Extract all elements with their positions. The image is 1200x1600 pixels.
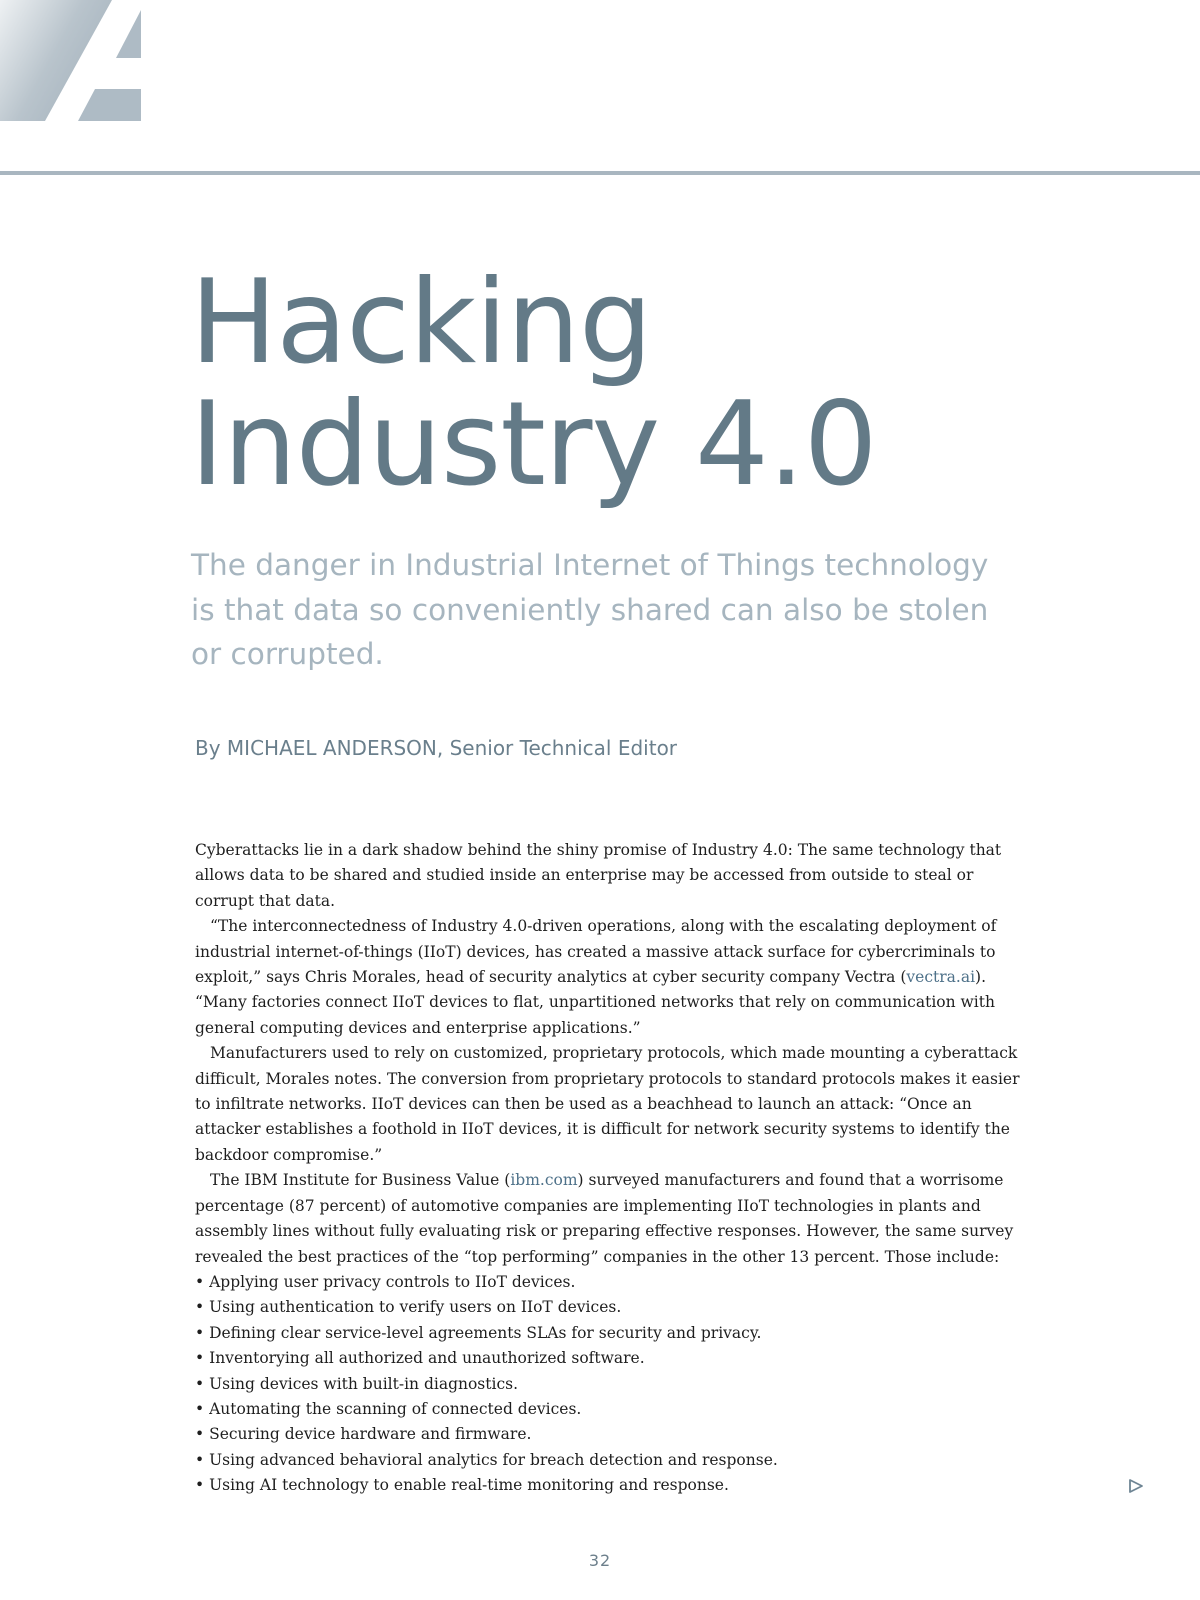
vectra-link[interactable]: vectra.ai (906, 968, 976, 987)
byline (195, 735, 677, 761)
next-page-triangle-icon[interactable] (1128, 1478, 1144, 1494)
header-rule (0, 171, 1200, 175)
ibm-link[interactable]: ibm.com (510, 1171, 578, 1190)
byline-role: Senior Technical Editor (443, 736, 678, 760)
title-line-2: Industry 4.0 (190, 377, 877, 512)
article-body (195, 838, 1035, 1499)
byline-prefix: By (195, 736, 227, 760)
article-title (190, 255, 877, 512)
article-subtitle: The danger in Industrial Internet of Things technology is that data so conveniently shared can also be stolen or corrupted. (191, 548, 989, 671)
best-practices-list (195, 1270, 1035, 1499)
list-item: • Applying user privacy controls to IIoT devices. (195, 1270, 1035, 1295)
byline-author: MICHAEL ANDERSON, (226, 736, 444, 760)
list-item: • Using authentication to verify users on IIoT devices. (195, 1295, 1035, 1320)
paragraph-4-text-b: ) surveyed manufacturers and found that a worrisome percentage (87 percent) of automotive companies are implementing IIoT technologies in plants and assembly lines without fully evaluating risk or preparing effective responses. However, the same survey revealed the best practices of the “top performing” companies in the other 13 percent. Those include: (195, 1171, 1014, 1266)
list-item: • Using devices with built-in diagnostics. (195, 1372, 1035, 1397)
list-item: • Automating the scanning of connected devices. (195, 1397, 1035, 1422)
paragraph-4 (195, 1168, 1035, 1270)
paragraph-4-text-a: The IBM Institute for Business Value ( (210, 1171, 511, 1190)
paragraph-3: Manufacturers used to rely on customized, proprietary protocols, which made mounting a cyberattack difficult, Morales notes. The conversion from proprietary protocols to standard protocols makes it easier to infiltrate networks. IIoT devices can then be used as a beachhead to launch an attack: “Once an attacker establishes a foothold in IIoT devices, it is difficult for network security systems to identify the backdoor compromise.” (195, 1044, 1020, 1164)
paragraph-2-text-b: ). “Many factories connect IIoT devices to flat, unpartitioned networks that rely on communication with general computing devices and enterprise applications.” (195, 968, 995, 1037)
list-item: • Securing device hardware and firmware. (195, 1422, 1035, 1447)
page-number: 32 (588, 1551, 612, 1570)
paragraph-1: Cyberattacks lie in a dark shadow behind the shiny promise of Industry 4.0: The same technology that allows data to be shared and studied inside an enterprise may be accessed from outside to steal or corrupt that data. (195, 841, 1002, 910)
publication-logo (0, 0, 145, 125)
title-line-1: Hacking (190, 255, 652, 390)
list-item: • Using advanced behavioral analytics for breach detection and response. (195, 1448, 1035, 1473)
paragraph-2 (195, 914, 1035, 1041)
list-item: • Inventorying all authorized and unauthorized software. (195, 1346, 1035, 1371)
paragraph-2-text-a: “The interconnectedness of Industry 4.0-driven operations, along with the escalating deployment of industrial internet-of-things (IIoT) devices, has created a massive attack surface for cybercriminals to exploit,” says Chris Morales, head of security analytics at cyber security company Vectra ( (195, 917, 997, 987)
list-item: • Using AI technology to enable real-time monitoring and response. (195, 1473, 1035, 1498)
list-item: • Defining clear service-level agreements SLAs for security and privacy. (195, 1321, 1035, 1346)
